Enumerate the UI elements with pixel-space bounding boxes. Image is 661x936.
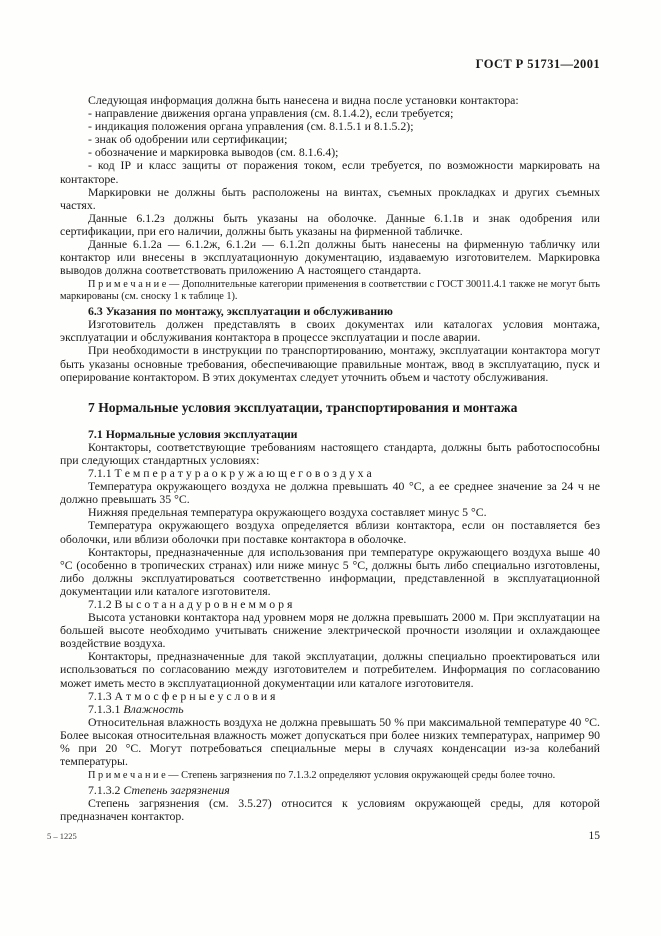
page-number: 15 (588, 830, 600, 843)
section-heading-7: 7 Нормальные условия эксплуатации, транспортирования и монтажа (88, 399, 518, 415)
page-header (60, 57, 600, 72)
list-item-ip-code: - код IP и класс защиты от поражения током, если требуется, по возможности маркировать на контакторе. (60, 158, 600, 186)
heading-6-3: 6.3 Указания по монтажу, эксплуатации и обслуживанию (88, 304, 393, 319)
clause-title: Влажность (123, 701, 184, 716)
document-content (47, 93, 600, 844)
list-item-terminal-marking: - обозначение и маркировка выводов (см. 8.1.6.4); (88, 145, 339, 160)
paragraph-marking-placement: Маркировки не должны быть расположены на винтах, съемных прокладках и других съемных частях. (60, 184, 600, 212)
print-order-code: 5 – 1225 (47, 831, 77, 842)
clause-title: Степень загрязнения (123, 783, 230, 798)
paragraph-humidity: Относительная влажность воздуха не должна превышать 50 % при максимальной температуре 40 °С. Более высокая относительная влажность может допускаться при более низких температурах, например 90 % при 20 °С. Могут потребоваться специальные меры в случаях конденсации из-за колебаний температуры. (60, 714, 600, 769)
paragraph-altitude: Высота установки контактора над уровнем моря не должна превышать 2000 м. При эксплуатации на большей высоте необходимо учитывать снижение электрической прочности изоляции и охлаждающее воздействие воздуха. (60, 610, 600, 651)
paragraph-data-nameplate: Данные 6.1.2а — 6.1.2ж, 6.1.2и — 6.1.2п должны быть нанесены на фирменную табличку или контактор или внесены в эксплуатационную документацию, издаваемую изготовителем. Маркировка выводов должна соответствовать приложению А настоящего стандарта. (60, 237, 600, 278)
list-item-approval-mark: - знак об одобрении или сертификации; (88, 132, 288, 147)
clause-heading-7-1-2: 7.1.2 В ы с о т а н а д у р о в н е м м о р я (88, 597, 293, 611)
subsection-heading-7-1: 7.1 Нормальные условия эксплуатации (88, 426, 298, 441)
note-pollution-degree: П р и м е ч а н и е — Степень загрязнения по 7.1.3.2 определяют условия окружающей среды более точно. (88, 770, 556, 782)
page-footer (47, 830, 600, 843)
paragraph-manufacturer-docs: Изготовитель должен представлять в своих документах или каталогах условия монтажа, эксплуатации и обслуживания контактора в процессе эксплуатации и после аварии. (60, 317, 600, 345)
paragraph-temp-measurement: Температура окружающего воздуха определяется вблизи контактора, если он поставляется без оболочки, или вблизи оболочки при поставке контактора в оболочке. (60, 518, 600, 546)
paragraph-standard-conditions: Контакторы, соответствующие требованиям настоящего стандарта, должны быть работоспособны при следующих стандартных условиях: (60, 439, 600, 467)
paragraph-air-temp-max: Температура окружающего воздуха не должна превышать 40 °С, а ее среднее значение за 24 ч не должно превышать 35 °С. (60, 479, 600, 507)
clause-number: 7.1.3.2 (88, 783, 121, 798)
paragraph-data-enclosure: Данные 6.1.2з должны быть указаны на оболочке. Данные 6.1.1в и знак одобрения или сертификации, при его наличии, должны быть указаны на фирменной табличке. (60, 210, 600, 238)
paragraph-altitude-agreement: Контакторы, предназначенные для такой эксплуатации, должны специально проектироваться или использоваться по согласованию между изготовителем и потребителем. Информация по согласованию может иметь место в эксплуатационной документации или каталоге изготовителя. (60, 649, 600, 690)
paragraph-marking-intro: Следующая информация должна быть нанесена и видна после установки контактора: (88, 93, 519, 107)
paragraph-instructions: При необходимости в инструкции по транспортированию, монтажу, эксплуатации контактора могут быть указаны основные требования, обеспечивающие правильные монтаж, ввод в эксплуатацию, пуск и оперирование контактором. В этих документах следует уточнить объем и частоту обслуживания. (60, 343, 600, 384)
clause-heading-7-1-1: 7.1.1 Т е м п е р а т у р а о к р у ж а ю щ е г о в о з д у х а (88, 466, 372, 481)
paragraph-air-temp-min: Нижняя предельная температура окружающего воздуха составляет минус 5 °С. (88, 505, 487, 520)
paragraph-pollution-degree: Степень загрязнения (см. 3.5.27) относится к условиям окружающей среды, для которой предназначен контактор. (60, 796, 600, 824)
paragraph-tropical-use: Контакторы, предназначенные для использования при температуре окружающего воздуха выше 40 °С (особенно в тропических странах) или ниже минус 5 °С, должны быть либо специально изготовлены, либо должны эксплуатироваться соответственно информации, представленной в эксплуатационной документации или каталоге изготовителя. (60, 544, 600, 598)
list-item-indication: - индикация положения органа управления (см. 8.1.5.1 и 8.1.5.2); (88, 119, 414, 134)
clause-heading-7-1-3-1 (60, 703, 600, 716)
note-additional-categories: П р и м е ч а н и е — Дополнительные категории применения в соответствии с ГОСТ 30011.4.1 также не могут быть маркированы (см. сноску 1 к таблице 1). (60, 279, 600, 303)
standard-code: ГОСТ Р 51731—2001 (475, 57, 600, 71)
list-item-direction: - направление движения органа управления (см. 8.1.4.2), если требуется; (88, 106, 454, 121)
clause-heading-7-1-3: 7.1.3 А т м о с ф е р н ы е у с л о в и я (88, 688, 276, 703)
clause-number: 7.1.3.1 (88, 701, 121, 716)
